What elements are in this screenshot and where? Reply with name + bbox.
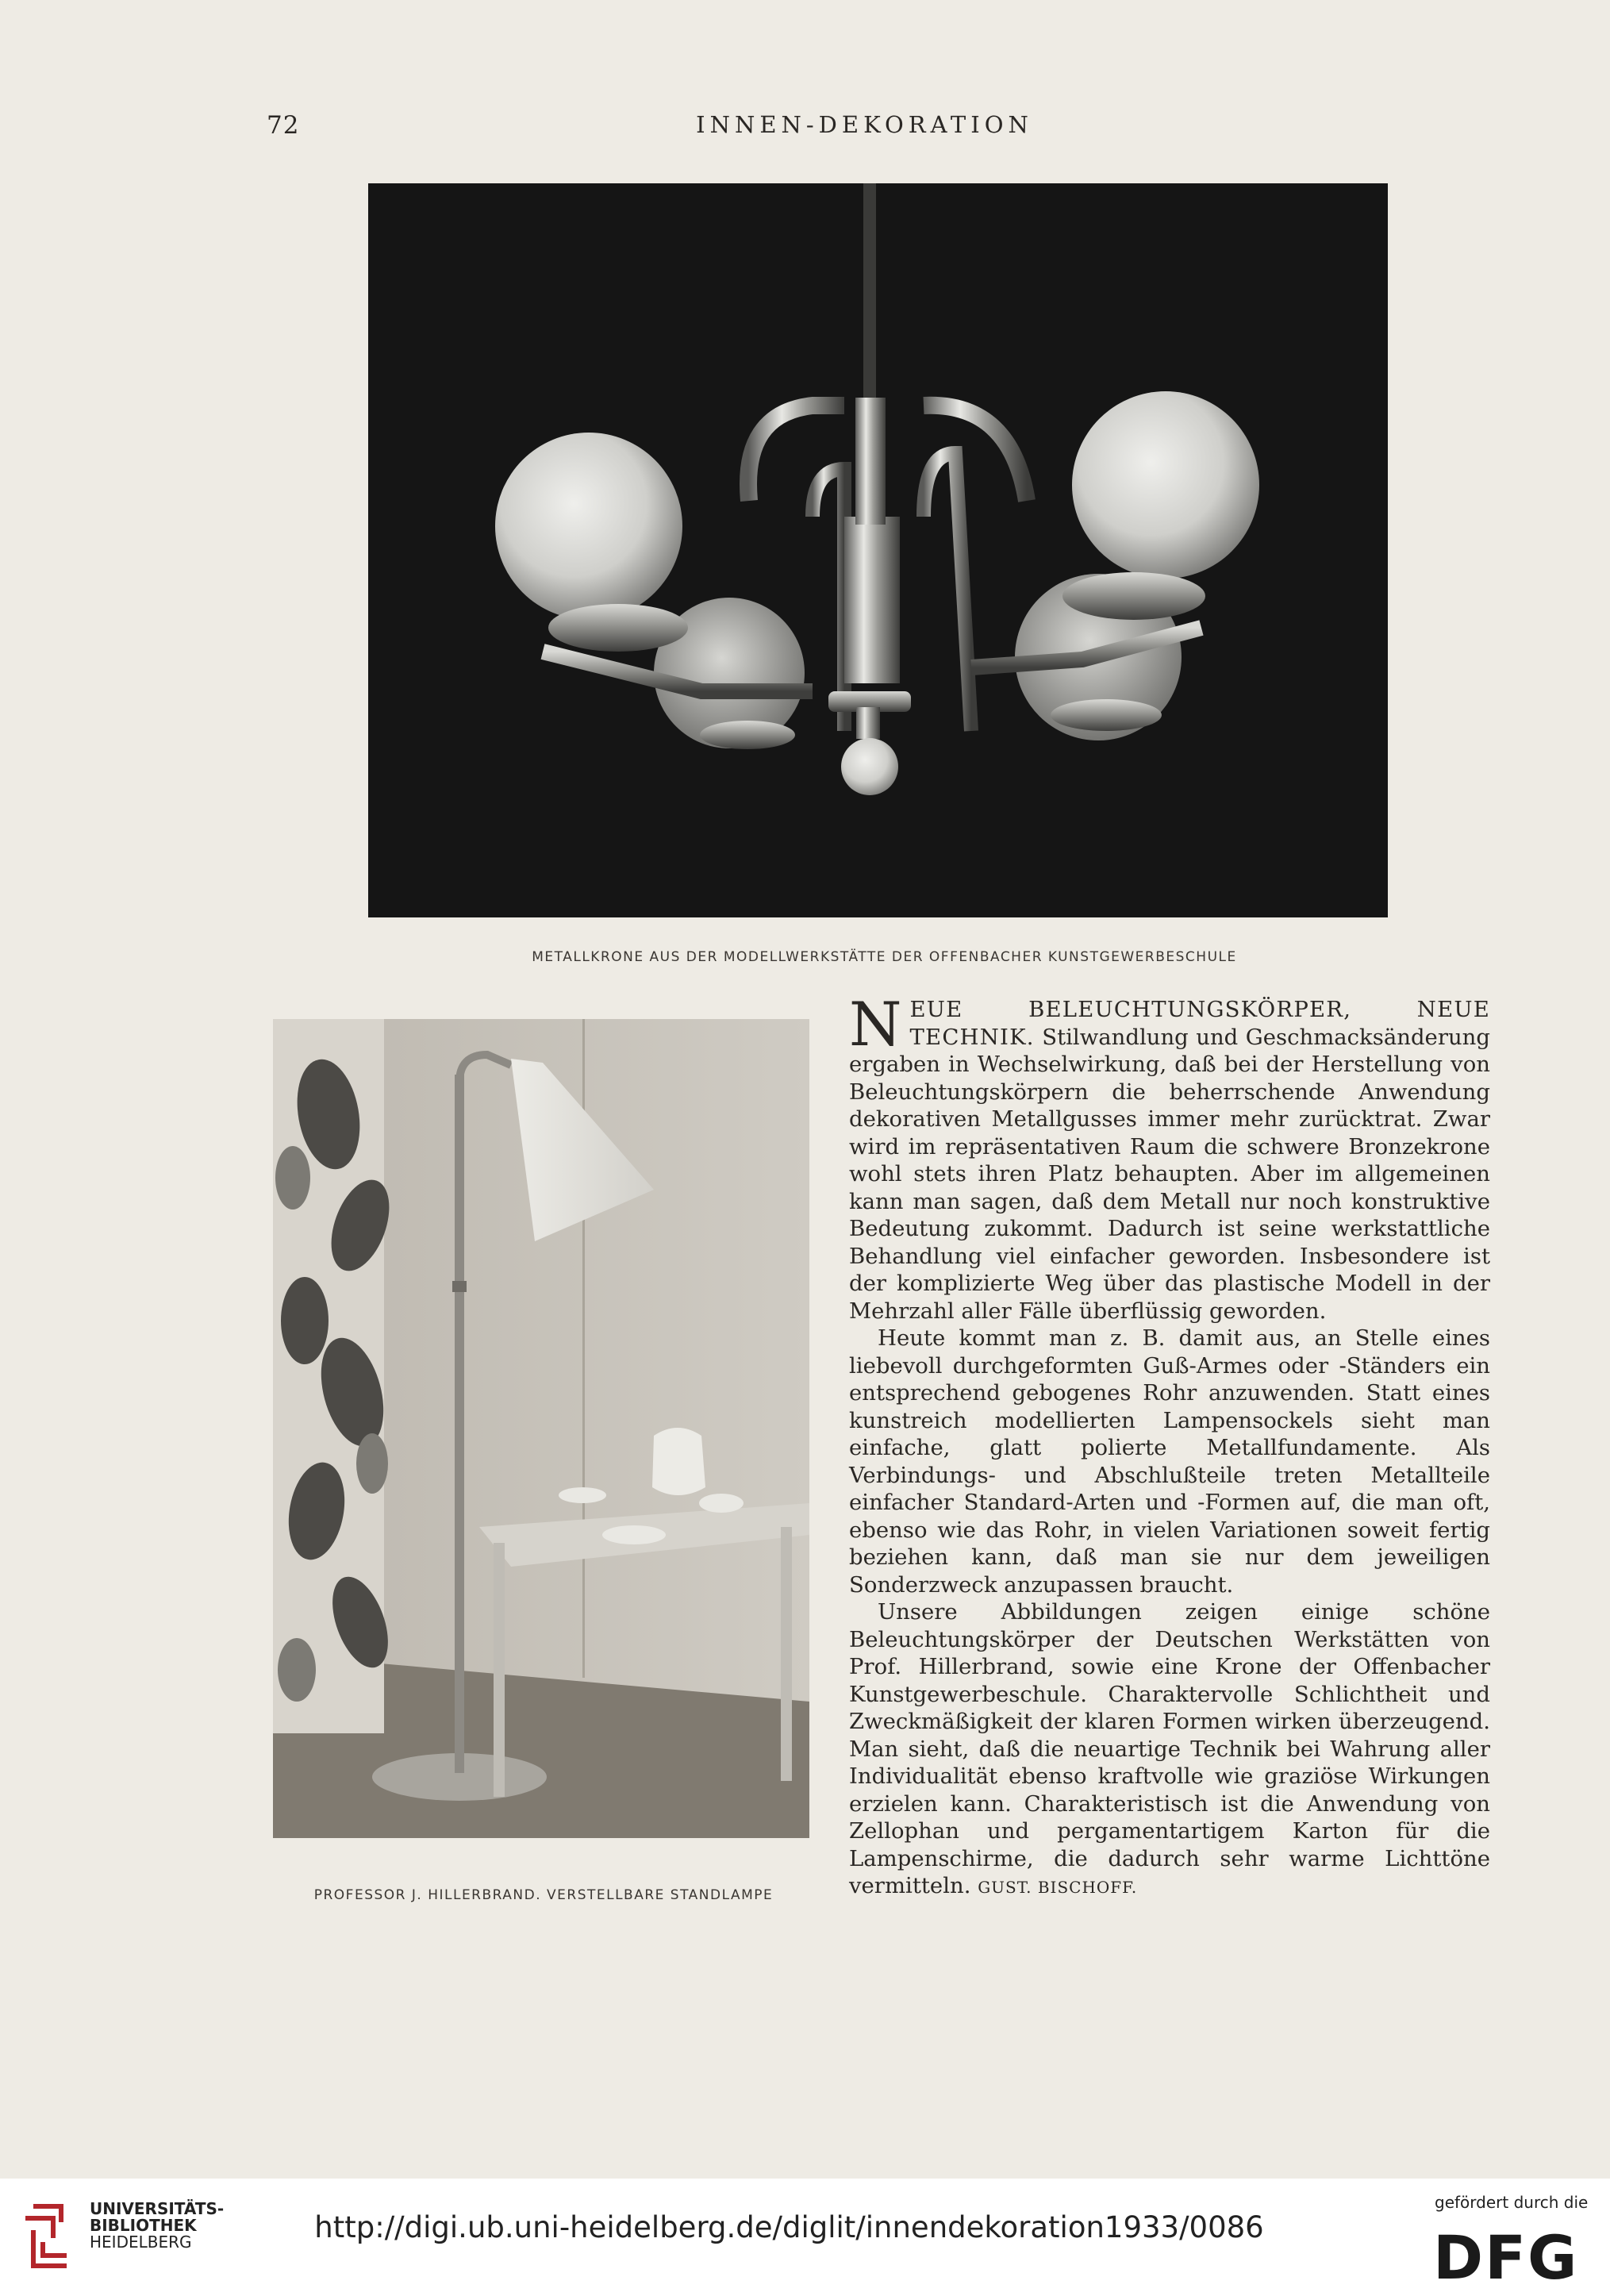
chandelier-caption: METALLKRONE AUS DER MODELLWERKSTÄTTE DER OFFENBACHER KUNSTGEWERBESCHULE	[532, 949, 1237, 965]
article-paragraph-2: Heute kommt man z. B. damit aus, an Stelle eines liebevoll durchgeformten Guß-Armes oder -Ständers ein entsprechend gebogenes Rohr anzuwenden. Statt eines kunstreich modellierten Lampensockels sieht man einfache, glatt polierte Metallfundamente. Als Verbindungs- und Abschlußteile treten Metallteile einfacher Standard-Arten und -Formen auf, die man oft, ebenso wie das Rohr, in vielen Variationen soweit fertig beziehen kann, daß man sie nur dem jeweiligen Sonderzweck anzupassen braucht.	[849, 1325, 1490, 1598]
chandelier-photo	[368, 183, 1388, 917]
dfg-logo: DFG	[1433, 2222, 1579, 2293]
article-paragraph-3-text: Unsere Abbildungen zeigen einige schöne Beleuchtungskörper der Deutschen Werkstätten von Prof. Hillerbrand, sowie eine Krone der Offenbacher Kunstgewerbeschule. Charaktervolle Schlichtheit und Zweckmäßigkeit der klaren Formen wirken überzeugend. Man sieht, daß die neuartige Technik bei Wahrung aller Individualität ebenso kraftvolle wie graziöse Wirkungen erzielen kann. Charakteristisch ist die Anwendung von Zellophan und pergamentartigem Karton für die Lampenschirme, die dadurch sehr warme Lichttöne vermitteln.	[849, 1599, 1490, 1898]
article-body	[849, 989, 1490, 1902]
library-name-line2: BIBLIOTHEK	[90, 2216, 197, 2235]
library-name-line1: UNIVERSITÄTS-	[90, 2199, 225, 2218]
article-paragraph-3	[849, 1598, 1490, 1902]
chandelier-illustration	[368, 183, 1388, 917]
funder-label: gefördert durch die	[1435, 2193, 1589, 2212]
article-paragraph-1-text: Stilwandlung und Geschmacksänderung ergaben in Wechselwirkung, daß bei der Herstellung von Beleuchtungskörpern die beherrschende Anwendung dekorativen Metallgusses immer mehr zurücktrat. Zwar wird im repräsentativen Raum die schwere Bronzekrone wohl stets ihren Platz behaupten. Aber im allgemeinen kann man sagen, daß dem Metall nur noch konstruktive Bedeutung zukommt. Dadurch ist seine werkstattliche Behandlung viel einfacher geworden. Insbesondere ist der komplizierte Weg über das plastische Modell in der Mehrzahl aller Fälle überflüssig geworden.	[849, 1024, 1490, 1324]
library-name-line3: HEIDELBERG	[90, 2233, 192, 2252]
source-url-link[interactable]: http://digi.ub.uni-heidelberg.de/diglit/innendekoration1933/0086	[314, 2210, 1264, 2244]
floor-lamp-illustration	[273, 1019, 809, 1838]
floor-lamp-caption: PROFESSOR J. HILLERBRAND. VERSTELLBARE STANDLAMPE	[313, 1887, 774, 1903]
article-headline: EUE BELEUCHTUNGSKÖRPER, NEUE TECHNIK.	[909, 997, 1490, 1050]
author-signature: GUST. BISCHOFF.	[978, 1878, 1138, 1897]
floor-lamp-photo	[273, 1019, 809, 1838]
article-paragraph-1	[849, 989, 1490, 1325]
drop-cap: N	[849, 989, 902, 1060]
running-title: INNEN-DEKORATION	[696, 111, 1033, 138]
page-number: 72	[267, 111, 300, 140]
